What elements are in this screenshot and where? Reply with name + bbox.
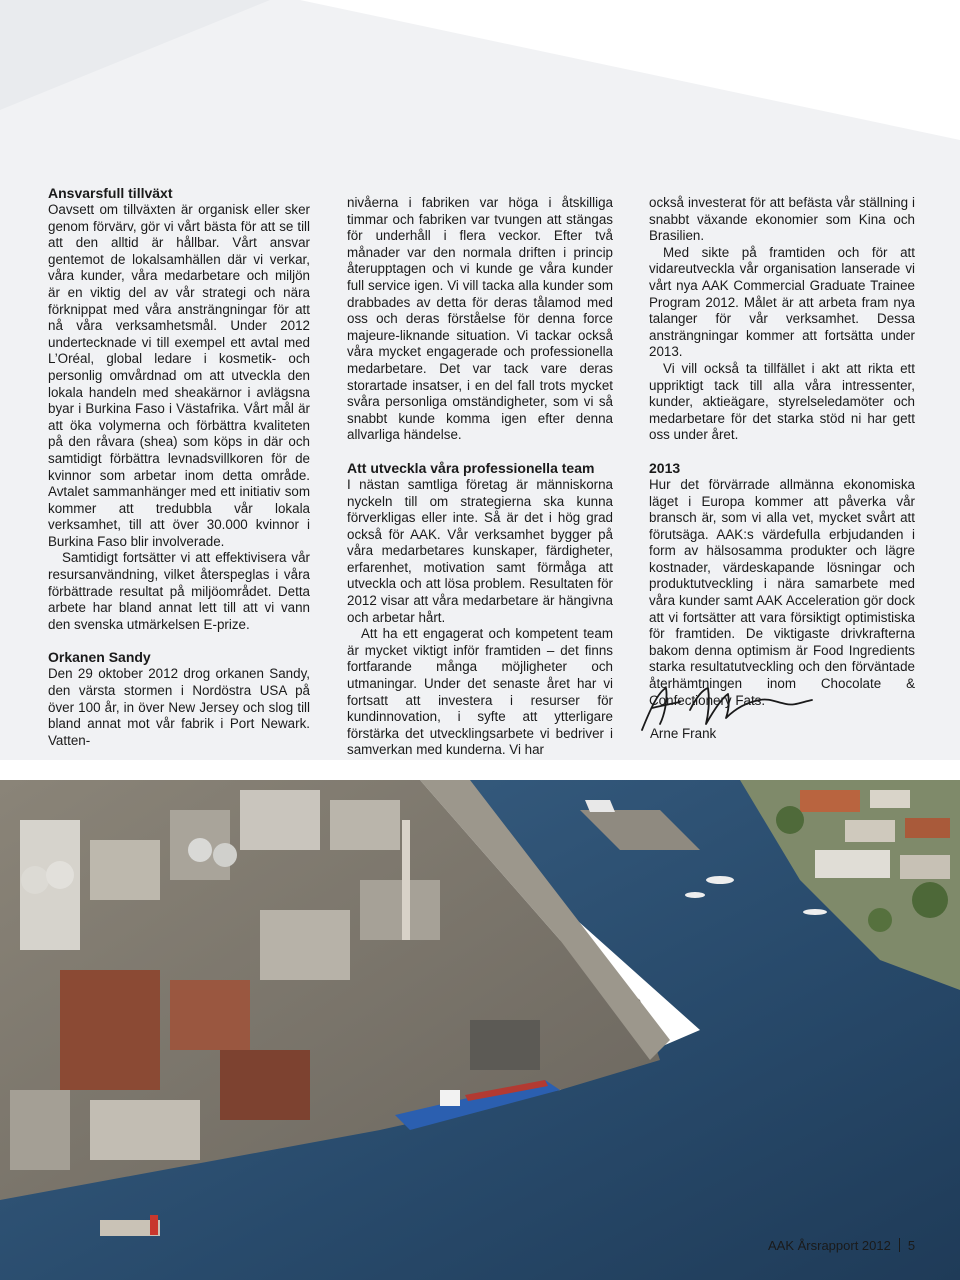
footer-title: AAK Årsrapport 2012 (768, 1238, 891, 1253)
paragraph: Samtidigt fortsätter vi att effektivisera vår resursanvändning, vilket återspeglas i våra förbättrade resultat på miljöområdet. Detta arbete har bland annat lett till att vi vann den svenska utmärkelsen E-prize. (48, 550, 310, 632)
heading-2013: 2013 (649, 459, 681, 476)
paragraph: Den 29 oktober 2012 drog orkanen Sandy, den värsta stormen i Nordöstra USA på över 100 år, in över New Jersey och slog till bland annat mot vår fabrik i Port Newark. Vatten- (48, 666, 310, 748)
paragraph: Hur det förvärrade allmänna ekonomiska läget i Europa kommer att påverka vår bransch är, som vi alla vet, mycket svårt att förutsäga. AAK:s värdefulla erbjudanden i form av hälsosamma produkter och lägre kostnader, värdeskapande lösningar och produktutveckling i nära samarbete med våra kunder samt AAK Acceleration gör dock att vi fortsätter att vara försiktigt optimistiska för framtiden. De viktigaste drivkrafterna bakom denna optimism är Food Ingredients starka resultatutveckling och den förväntade återhämtningen inom Chocolate & Confectionery Fats. (649, 476, 915, 708)
paragraph: Att ha ett engagerat och kompetent team är mycket viktigt inför framtiden – det finns fortfarande många möjligheter och utmaningar. Under det senaste året har vi fortsatt att investera i resurser för kundinnovation, i syfte att ytterligare förstärka det utvecklingsarbete vi bedriver i samverkan med kunderna. Vi har (347, 626, 613, 758)
paragraph: också investerat för att befästa vår ställning i snabbt växande ekonomier som Kina och Brasilien. (649, 195, 915, 244)
paragraph: Vi vill också ta tillfället i akt att rikta ett uppriktigt tack till alla våra intressenter, kunder, aktieägare, styrelseledamöter och medarbetare för det starka stöd ni har gett oss under året. (649, 360, 915, 443)
footer-separator (899, 1238, 900, 1252)
paragraph: Oavsett om tillväxten är organisk eller sker genom förvärv, gör vi vårt bästa för att se till att den alltid är hållbar. Vårt ansvar gentemot de lokalsamhällen där vi verkar, våra kunder, våra medarbetare och miljön är en viktig del av vår strategi och nära förknippat med våra ansträngningar för att nå våra verksamhetsmål. Under 2012 undertecknade vi till exempel ett avtal med L’Oréal, global ledare i kosmetik- och personlig omvårdnad om att utveckla den lokala handeln med sheakärnor i avlägsna byar i Burkina Faso i Västafrika. Vårt mål är att öka volymerna och förbättra kvaliteten på den råvara (shea) som köps in där och samtidigt förbättra levnadsvillkoren för de kvinnor som arbetar inom detta område. Avtalet sammanhänger med ett initiativ som kommer att tredubbla vår lokala verksamhet, till att över 30.000 kvinnor i Burkina Faso blir involverade. (48, 202, 310, 549)
text-column-2 (347, 195, 613, 759)
paragraph: I nästan samtliga företag är människorna nyckeln till om strategierna ska kunna förverkligas eller inte. Så är det i hög grad också för AAK. Vår verksamhet bygger på våra medarbetares kunskaper, färdigheter, erfarenhet, motivation samt förmåga att utveckla och att lösa problem. Resultaten för 2012 visar att våra medarbetare är hängivna och arbetar hårt. (347, 476, 613, 625)
heading-orkanen-sandy: Orkanen Sandy (48, 649, 151, 666)
harbour-aerial-photo (0, 760, 960, 1280)
signer-name: Arne Frank (650, 726, 717, 741)
paragraph: nivåerna i fabriken var höga i åtskilliga timmar och fabriken var tvungen att stängas för underhåll i flera veckor. Efter två månader var den normala driften i princip återupptagen och vi kunde ge våra kunder full service igen. Vi vill tacka alla kunder som drabbades av detta för deras tålamod med oss och deras förståelse för denna force majeure-liknande situation. Vi tackar också våra mycket engagerade och professionella medarbetare. Det var tack vare deras storartade insatser, i en del fall trots mycket svåra personliga omständigheter, som vi så snabbt kunde komma igen efter denna allvarliga händelse. (347, 195, 613, 443)
text-column-1 (48, 185, 310, 749)
heading-professionella-team: Att utveckla våra professionella team (347, 459, 595, 476)
paragraph: Med sikte på framtiden och för att vidareutveckla vår organisation lanserade vi vårt nya AAK Commercial Graduate Trainee Program 2012. Målet är att arbeta fram nya talanger för vår verksamhet. Dessa ansträngningar kommer att fortsätta under 2013. (649, 244, 915, 360)
heading-ansvarsfull-tillvaxt: Ansvarsfull tillväxt (48, 185, 173, 201)
page-number: 5 (907, 1238, 916, 1253)
text-column-3 (649, 195, 915, 709)
page-footer (768, 1238, 915, 1254)
